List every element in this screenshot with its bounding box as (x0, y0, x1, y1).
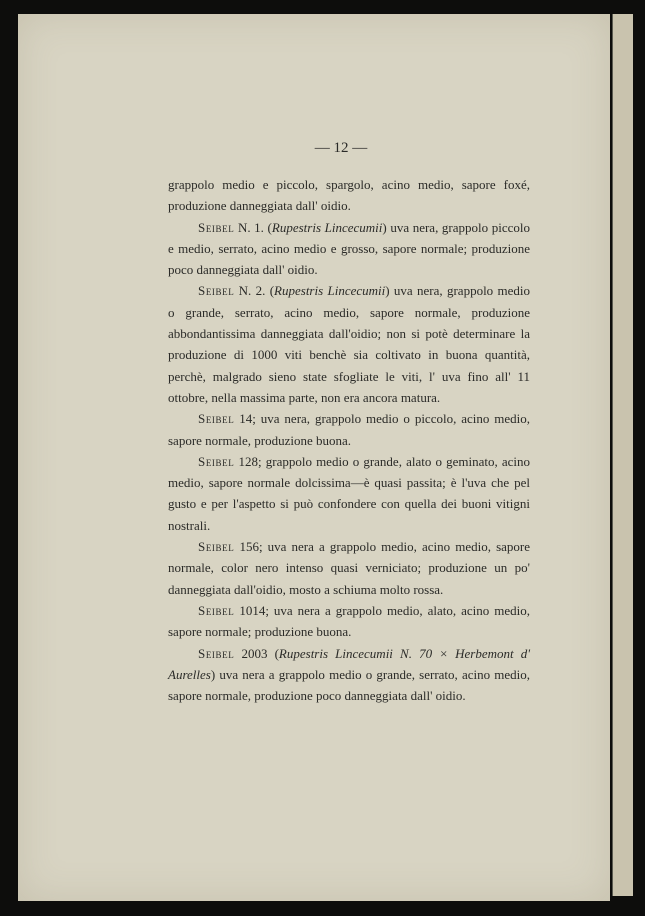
variety-number: N. 2. (238, 283, 266, 299)
variety-number: N. 1. (237, 219, 264, 235)
description: uva nera, grappolo medio o piccolo, acino medio, sapore normale, produzione buona. (168, 411, 531, 448)
variety-number: 1014; (239, 602, 269, 618)
variety-number: 2003 (241, 645, 268, 661)
variety-number: 14; (239, 411, 256, 427)
intro-paragraph: grappolo medio e piccolo, spargolo, acino medio, sapore foxé, produzione danneggiata dall' oidio. (168, 177, 530, 214)
entry-seibel-14 (168, 408, 530, 451)
description: uva nera a grappolo medio, acino medio, sapore normale, color nero intenso quasi verniciato; produzione un po' danneggiata dall'oidio, mosto a schiuma molto rossa. (168, 539, 531, 597)
book-page (18, 14, 610, 901)
parentage: Rupestris Lincecumii N. 70 × Herbemont d' Aurelles (168, 645, 530, 682)
description: grappolo medio o grande, alato o geminato, acino medio, sapore normale dolcissima—è quasi passita; è l'uva che pel gusto e per l'aspetto si può confondere con quella dei buoni vitigni nostrali. (168, 453, 531, 533)
adjacent-page-edge (612, 14, 633, 896)
entry-seibel-1: Seibel N. 1. (Rupestris Lincecumii) uva nera, grappolo piccolo e medio, serrato, acino medio e grosso, sapore normale; produzione poco danneggiata dall' oidio. (168, 219, 531, 278)
page-number: — 12 — (314, 140, 368, 156)
variety-name: Seibel (198, 283, 235, 299)
entry-seibel-156 (168, 536, 530, 600)
description: uva nera a grappolo medio o grande, serrato, acino medio, sapore normale, produzione poco danneggiata dall' oidio. (168, 666, 530, 704)
page-text (168, 174, 530, 706)
description: uva nera, grappolo medio o grande, serrato, acino medio, sapore normale, produzione abbondantissima danneggiata dall'oidio; non si potè determinare la produzione di 1000 viti benchè sia coltivato in buona quantità, perchè, malgrado sieno state sfogliate le viti, l' uva fino all' 11 ottobre, nella massima parte, non era ancora matura. (168, 283, 530, 405)
parentage: Rupestris Lincecumii (274, 283, 386, 299)
entry-seibel-128 (168, 451, 530, 536)
entry-seibel-2: Seibel N. 2. (Rupestris Lincecumii) uva nera, grappolo medio o grande, serrato, acino medio, sapore normale, produzione abbondantissima danneggiata dall'oidio; non si potè determinare la produzione di 1000 viti benchè sia coltivato in buona quantità, perchè, malgrado sieno state sfogliate le viti, l' uva fino all' 11 ottobre, nella massima parte, non era ancora matura. (168, 283, 530, 405)
variety-name: Seibel (198, 539, 235, 555)
description: uva nera a grappolo medio, alato, acino medio, sapore normale; produzione buona. (168, 602, 531, 640)
variety-name: Seibel (198, 453, 235, 469)
variety-name: Seibel (198, 645, 235, 661)
entry-seibel-1014 (168, 600, 530, 643)
variety-number: 156; (239, 539, 263, 555)
variety-name: Seibel (198, 219, 235, 235)
entry-seibel-2003: Seibel 2003 (Rupestris Lincecumii N. 70 × Herbemont d' Aurelles) uva nera a grappolo medio o grande, serrato, acino medio, sapore normale, produzione poco danneggiata dall' oidio. (168, 645, 530, 704)
description: uva nera, grappolo piccolo e medio, serrato, acino medio e grosso, sapore normale; produzione poco danneggiata dall' oidio. (168, 219, 531, 278)
variety-name: Seibel (198, 411, 235, 427)
parentage: Rupestris Lincecumii (271, 219, 383, 235)
variety-name: Seibel (198, 602, 235, 618)
variety-number: 128; (238, 453, 262, 469)
